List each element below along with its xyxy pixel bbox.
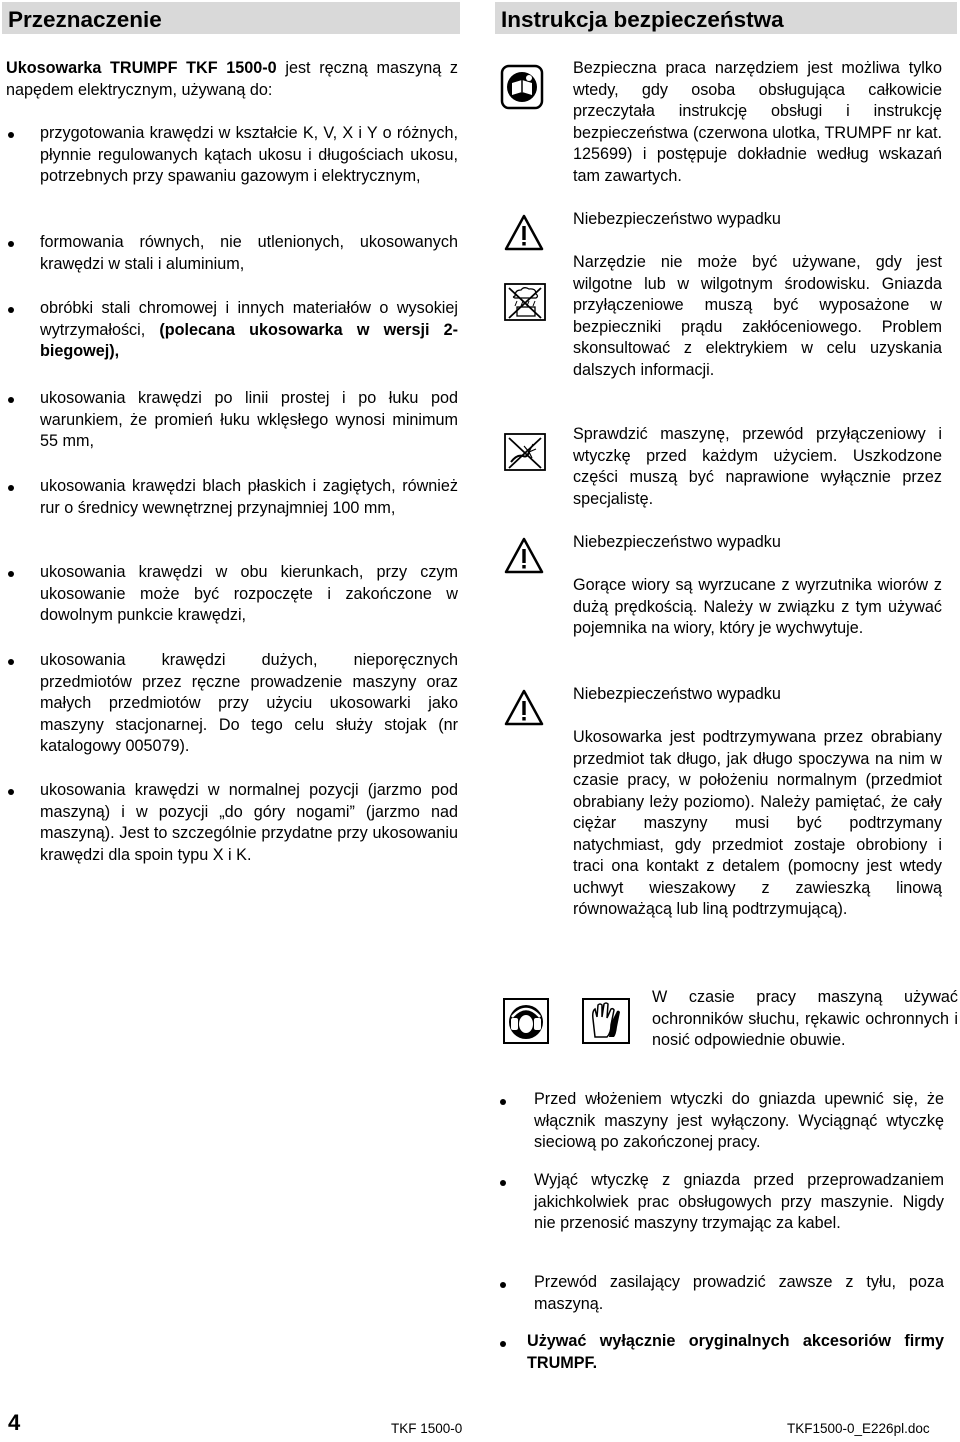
purpose-item: ukosowania krawędzi w obu kierunkach, przy czym ukosowanie może być rozpoczęte i zakończone w dowolnym punkcie krawędzi,: [40, 563, 458, 624]
moisture-warning: Narzędzie nie może być używane, gdy jest wilgotne lub w wilgotnym środowisku. Gniazda przyłączeniowe muszą być wyposażone w bezpieczniki prądu zakłóceniowego. Problem skonsultować z elektrykiem w celu uzyskania dalszych informacji.: [573, 253, 942, 379]
danger-heading: Niebezpieczeństwo wypadku: [573, 533, 781, 551]
read-manual-icon: [500, 64, 544, 110]
bullet-dot: [8, 789, 14, 795]
warning-triangle-icon: [503, 688, 545, 728]
bullet-dot: [8, 659, 14, 665]
ear-protection-icon: [502, 997, 550, 1045]
bullet-dot: [8, 485, 14, 491]
footer-model: TKF 1500-0: [391, 1421, 463, 1436]
bullet-dot: [8, 132, 14, 138]
section-title-safety: Instrukcja bezpieczeństwa: [495, 2, 957, 34]
page-number: 4: [8, 1410, 21, 1435]
gloves-icon: [581, 997, 631, 1045]
warning-triangle-icon: [503, 213, 545, 253]
bullet-dot: [8, 241, 14, 247]
bullet-dot: [8, 571, 14, 577]
safety-bullet: Przewód zasilający prowadzić zawsze z tyłu, poza maszyną.: [534, 1273, 944, 1313]
damaged-cable-icon: [503, 432, 547, 472]
intro-paragraph: Ukosowarka TRUMPF TKF 1500-0 jest ręczną maszyną z napędem elektrycznym, używaną do:: [6, 59, 458, 99]
section-title-purpose: Przeznaczenie: [2, 2, 460, 34]
purpose-item: przygotowania krawędzi w kształcie K, V, X i Y o różnych, płynnie regulowanych kątach ukosu i długościach ukosu, potrzebnych przy spawaniu gazowym i elektrycznym,: [40, 124, 458, 185]
bullet-dot: [500, 1099, 506, 1105]
support-warning: Ukosowarka jest podtrzymywana przez obrabiany przedmiot tak długo, jak długo spoczywa na nim w czasie pracy, w położeniu normalnym (przedmiot obrabiany leży poziomo). Należy pamiętać, że cały ciężar maszyny musi być podtrzymany natychmiast, gdy przedmiot zostaje obrobiony i traci ona kontakt z detalem (pomocny jest wtedy uchwyt wieszakowy z zawieszką linową równoważącą lub liną podtrzymującą).: [573, 728, 942, 918]
bullet-dot: [8, 307, 14, 313]
purpose-item: formowania równych, nie utlenionych, ukosowanych krawędzi w stali i aluminium,: [40, 233, 458, 273]
safety-bullet-accessories: Używać wyłącznie oryginalnych akcesoriów firmy TRUMPF.: [527, 1332, 944, 1372]
safety-bullet: Przed włożeniem wtyczki do gniazda upewnić się, że włącznik maszyny jest wyłączony. Wyciągnąć wtyczkę sieciową po zakończonej pracy.: [534, 1090, 944, 1151]
footer-filename: TKF1500-0_E226pl.doc: [787, 1421, 930, 1436]
no-rain-icon: [503, 282, 547, 322]
purpose-item: ukosowania krawędzi po linii prostej i po łuku pod warunkiem, że promień łuku wklęsłego wynosi minimum 55 mm,: [40, 389, 458, 450]
warning-triangle-icon: [503, 536, 545, 576]
safety-intro: Bezpieczna praca narzędziem jest możliwa tylko wtedy, gdy osoba obsługująca całkowicie przeczytała instrukcję obsługi i instrukcję bezpieczeństwa (czerwona ulotka, TRUMPF nr kat. 125699) i postępuje dokładnie według wskazań tam zawartych.: [573, 59, 942, 185]
bullet-dot: [8, 397, 14, 403]
bullet-dot: [500, 1180, 506, 1186]
safety-bullet: Wyjąć wtyczkę z gniazda przed przeprowadzaniem jakichkolwiek prac obsługowych przy maszynie. Nigdy nie przenosić maszyny trzymając za kabel.: [534, 1171, 944, 1232]
purpose-item: obróbki stali chromowej i innych materiałów o wysokiej wytrzymałości, (polecana ukosowarka w wersji 2-biegowej),: [40, 299, 458, 360]
inspection-note: Sprawdzić maszynę, przewód przyłączeniowy i wtyczkę przed każdym użyciem. Uszkodzone części muszą być naprawione wyłącznie przez specjalistę.: [573, 425, 942, 508]
bullet-dot: [500, 1282, 506, 1288]
hot-chips-warning: Gorące wiory są wyrzucane z wyrzutnika wiorów z dużą prędkością. Należy w związku z tym używać pojemnika na wiory, który je wychwytuje.: [573, 576, 942, 637]
purpose-item: ukosowania krawędzi blach płaskich i zagiętych, również rur o średnicy wewnętrznej przynajmniej 100 mm,: [40, 477, 458, 517]
ppe-note: W czasie pracy maszyną używać ochronników słuchu, rękawic ochronnych i nosić odpowiednie obuwie.: [652, 988, 958, 1049]
bullet-dot: [500, 1341, 506, 1347]
purpose-item: ukosowania krawędzi w normalnej pozycji (jarzmo pod maszyną) i w pozycji „do góry nogami” (jarzmo nad maszyną). Jest to szczególnie przydatne przy ukosowaniu krawędzi dla spoin typu X i K.: [40, 781, 458, 864]
purpose-item: ukosowania krawędzi dużych, nieporęcznych przedmiotów przez ręczne prowadzenie maszyny oraz małych przedmiotów przy użyciu ukosowarki jako maszyny stacjonarnej. Do tego celu służy stojak (nr katalogowy 005079).: [40, 651, 458, 755]
danger-heading: Niebezpieczeństwo wypadku: [573, 685, 781, 703]
danger-heading: Niebezpieczeństwo wypadku: [573, 210, 781, 228]
